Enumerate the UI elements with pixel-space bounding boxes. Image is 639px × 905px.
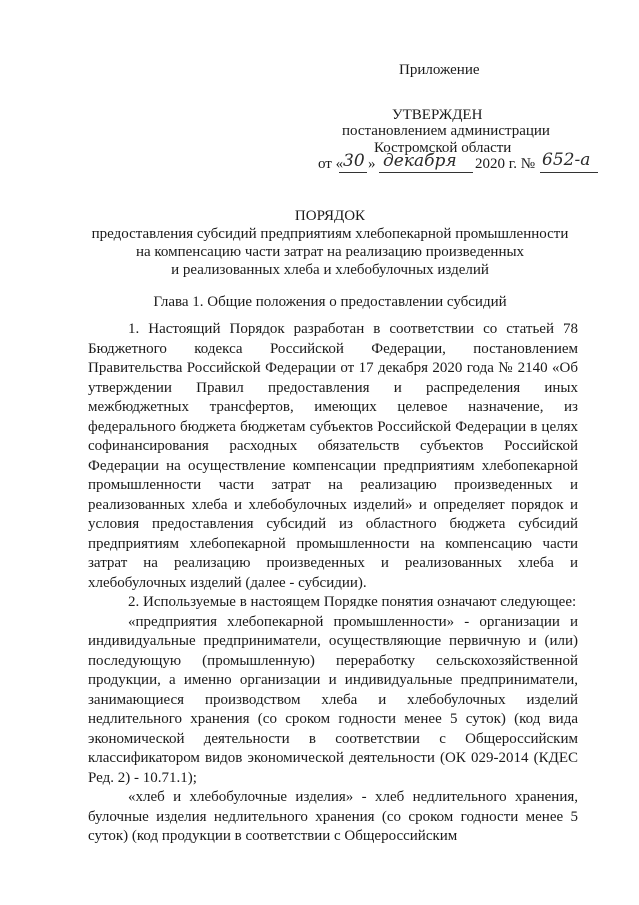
date-month-underline — [379, 172, 473, 173]
approved-by-line1: постановлением администрации — [342, 123, 550, 139]
date-month-handwritten: декабря — [383, 151, 457, 171]
definition-bakery-enterprises: «предприятия хлебопекарной промышленности» - организации и индивидуальные предприниматели, осуществляющие первичную и (или) последующую (промышленную) переработку сельскохозяйственной продукции, а именно организации и индивидуальные предприниматели, занимающиеся производством хлеба и хлебобулочных изделий недлительного хранения (со сроком годности менее 5 суток) (код вида экономической деятельности в соответствии с Общероссийским классификатором видов экономической деятельности (ОК 029-2014 (КДЕС Ред. 2) - 10.71.1); — [88, 613, 578, 786]
title-line2: на компенсацию части затрат на реализацию произведенных — [135, 244, 525, 260]
document-title: ПОРЯДОК — [294, 208, 366, 224]
date-day-underline — [339, 172, 367, 173]
paragraph-2: 2. Используемые в настоящем Порядке понятия означают следующее: — [128, 594, 577, 610]
paragraph-1: 1. Настоящий Порядок разработан в соответствии со статьей 78 Бюджетного кодекса Российской Федерации, постановлением Правительства Российской Федерации от 17 декабря 2020 года № 2140 «Об утверждении Правил предоставления и распределения иных межбюджетных трансфертов, имеющих целевое назначение, из федерального бюджета бюджетам субъектов Российской Федерации в целях софинансирования расходных обязательств субъектов Российской Федерации на осуществление компенсации предприятиям хлебопекарной промышленности части затрат на реализацию произведенных и реализованных хлеба и хлебобулочных изделий» и определяет порядок и условия предоставления субсидий из областного бюджета субсидий предприятиям хлебопекарной промышленности на компенсацию части затрат на реализацию произведенных и реализованных хлеба и хлебобулочных изделий (далее - субсидии). — [88, 321, 578, 591]
title-line3: и реализованных хлеба и хлебобулочных изделий — [171, 262, 489, 278]
doc-number-underline — [540, 172, 598, 173]
appendix-label: Приложение — [399, 62, 480, 78]
document-body — [88, 320, 578, 847]
approved-label: УТВЕРЖДЕН — [392, 107, 483, 123]
title-line1: предоставления субсидий предприятиям хлебопекарной промышленности — [91, 226, 569, 242]
date-year: 2020 г. № — [475, 156, 536, 172]
doc-number-handwritten: 652-а — [542, 150, 591, 170]
date-day-handwritten: 30 — [343, 151, 365, 171]
date-mid: » — [368, 156, 376, 172]
chapter-heading: Глава 1. Общие положения о предоставлении субсидий — [153, 294, 507, 310]
approved-by-line2: Костромской области — [374, 140, 512, 156]
date-prefix: от « — [318, 156, 344, 172]
definition-bread-products: «хлеб и хлебобулочные изделия» - хлеб недлительного хранения, булочные изделия недлительного хранения (со сроком годности менее 5 суток) (код продукции в соответствии с Общероссийским — [88, 789, 578, 844]
